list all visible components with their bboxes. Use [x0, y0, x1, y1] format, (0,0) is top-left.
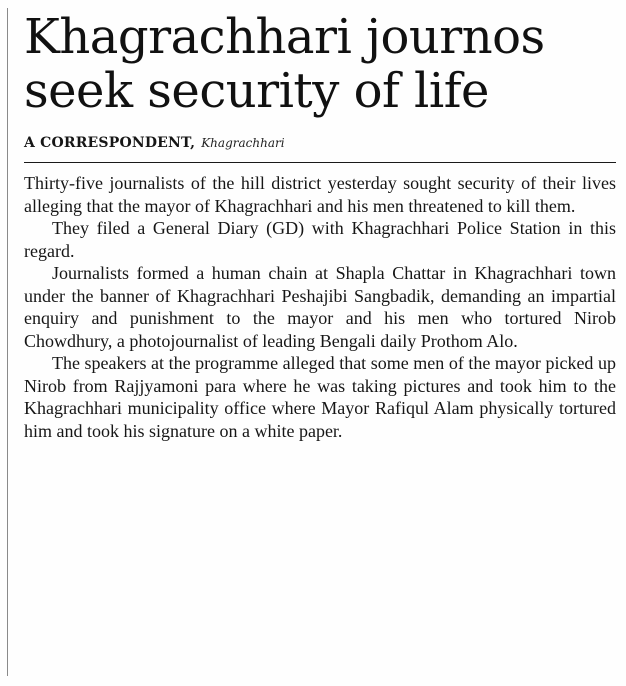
byline-divider [24, 162, 616, 163]
byline-author: A CORRESPONDENT, [24, 135, 196, 151]
byline [24, 134, 616, 152]
article-paragraph: The speakers at the programme alleged that some men of the mayor picked up Nirob from Rajjyamoni para where he was taking pictures and took him to the Khagrachhari municipality office where Mayor Rafiqul Alam physically tortured him and took his signature on a white paper. [24, 353, 616, 441]
byline-place: Khagrachhari [201, 136, 285, 150]
news-article [24, 10, 616, 442]
column-rule [7, 8, 8, 676]
article-body [24, 172, 616, 442]
article-paragraph: They filed a General Diary (GD) with Khagrachhari Police Station in this regard. [24, 218, 616, 261]
article-headline: Khagrachhari journos seek security of life [24, 9, 545, 119]
article-paragraph: Journalists formed a human chain at Shapla Chattar in Khagrachhari town under the banner of Khagrachhari Peshajibi Sangbadik, demanding an impartial enquiry and punishment to the mayor and his men who tortured Nirob Chowdhury, a photojournalist of leading Bengali daily Prothom Alo. [24, 263, 616, 351]
article-paragraph: Thirty-five journalists of the hill district yesterday sought security of their lives alleging that the mayor of Khagrachhari and his men threatened to kill them. [24, 173, 616, 216]
